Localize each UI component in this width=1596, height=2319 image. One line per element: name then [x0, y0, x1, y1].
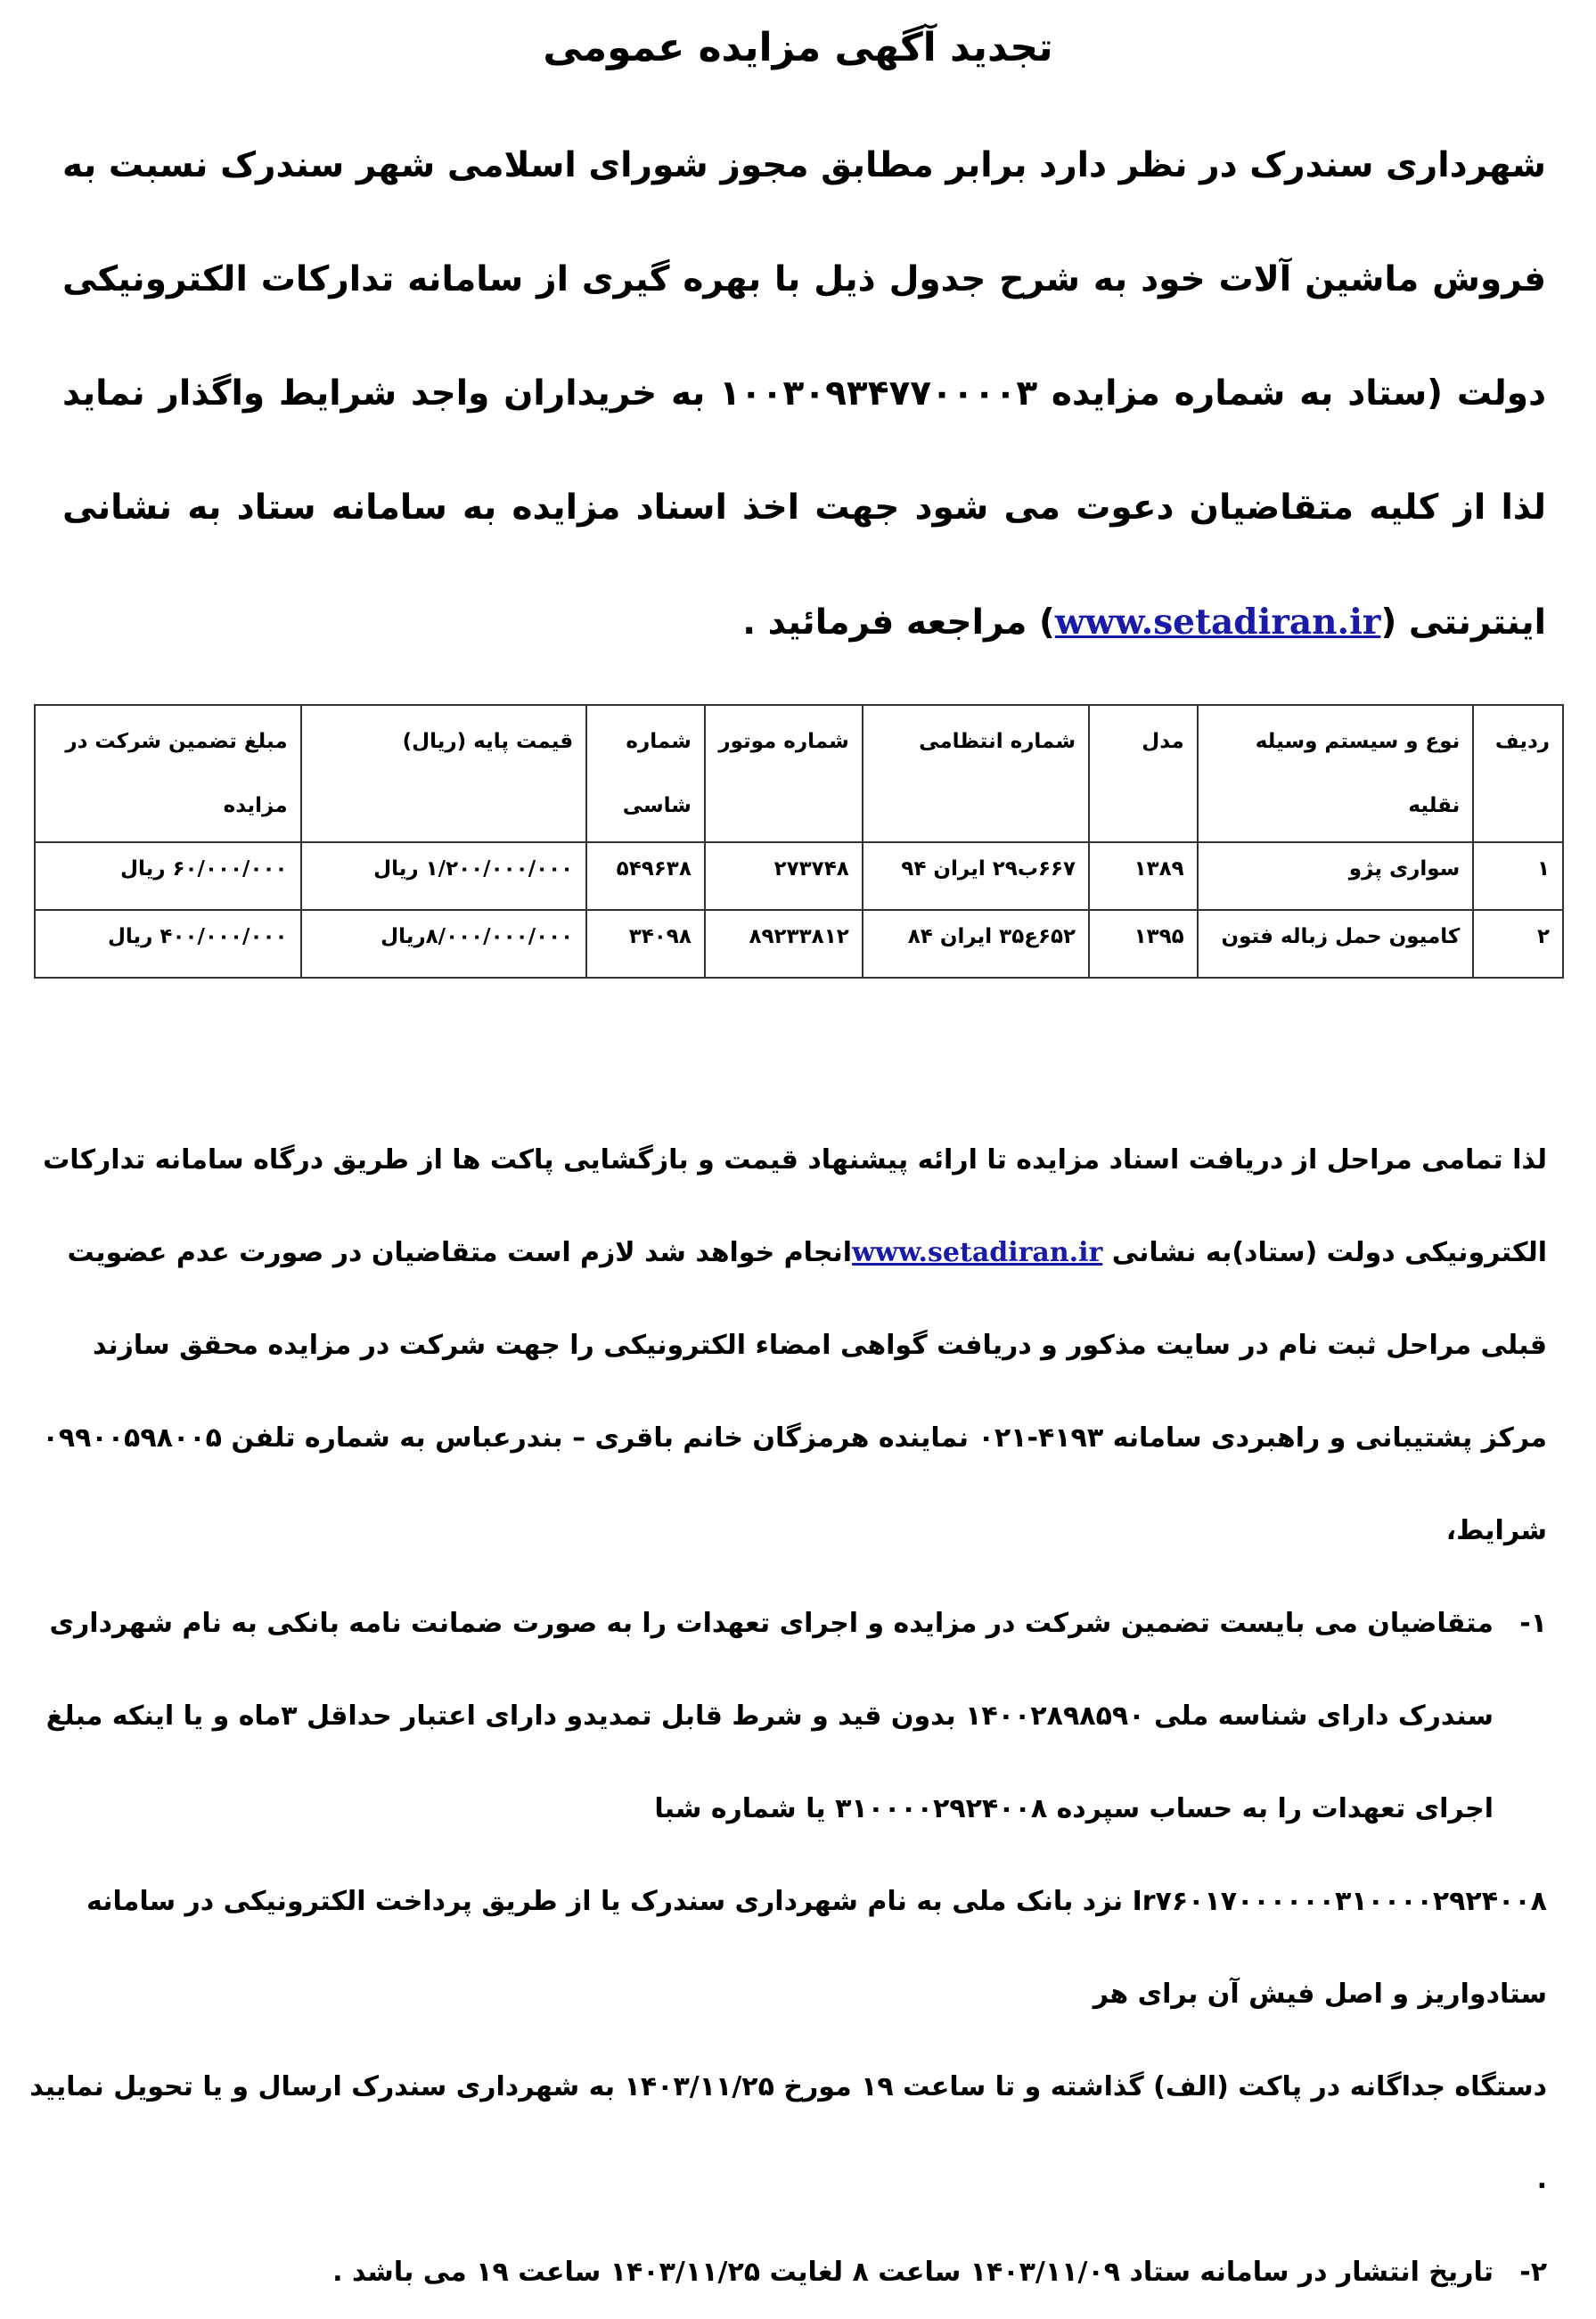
- vehicles-table: [34, 704, 1564, 979]
- process-text-link-tail: انجام: [783, 1237, 853, 1268]
- table-row: [35, 910, 1563, 978]
- cell-plate: ۶۶۷ب۲۹ ایران ۹۴: [863, 842, 1089, 910]
- header-plate: شماره انتظامی: [863, 705, 1089, 842]
- table-header-row: [35, 705, 1563, 842]
- cell-model: ۱۳۹۵: [1089, 910, 1198, 978]
- body-section: [27, 1114, 1547, 2319]
- setadiran-link[interactable]: www.setadiran.ir: [1054, 602, 1381, 643]
- cell-engine: ۲۷۳۷۴۸: [705, 842, 863, 910]
- intro-text-after-link: ) مراجعه فرمائید .: [742, 602, 1055, 643]
- condition-2-number: ۲-: [1519, 2257, 1547, 2288]
- process-paragraph: [27, 1114, 1547, 1392]
- process-text-start: لذا تمامی مراحل از دریافت اسناد مزایده تا ارائه پیشنهاد قیمت و بازگشایی پاکت ها از طریق درگاه سامانه تدارکات الکترونیکی دولت (ستاد)به نشانی: [43, 1144, 1547, 1268]
- condition-2-text: تاریخ انتشار در سامانه ستاد ۱۴۰۳/۱۱/۰۹ ساعت ۸ لغایت ۱۴۰۳/۱۱/۲۵ ساعت ۱۹ می باشد .: [332, 2257, 1494, 2288]
- cell-vehicle-type: سواری پژو: [1198, 842, 1474, 910]
- cell-vehicle-type: کامیون حمل زباله فتون: [1198, 910, 1474, 978]
- cell-base-price: ۸/۰۰۰/۰۰۰/۰۰۰ریال: [301, 910, 587, 978]
- conditions-label: شرایط،: [1445, 1515, 1547, 1546]
- setadiran-link-2[interactable]: www.setadiran.ir: [852, 1237, 1103, 1268]
- condition-2: [27, 2226, 1547, 2319]
- condition-1: [27, 1577, 1547, 1856]
- cell-engine: ۸۹۲۳۳۸۱۲: [705, 910, 863, 978]
- header-vehicle-type: نوع و سیستم وسیله نقلیه: [1198, 705, 1474, 842]
- cell-model: ۱۳۸۹: [1089, 842, 1198, 910]
- cell-chassis: ۵۴۹۶۳۸: [586, 842, 705, 910]
- intro-paragraph: [62, 109, 1546, 680]
- table-row: [35, 842, 1563, 910]
- condition-1-number: ۱-: [1519, 1608, 1547, 1639]
- process-text-end: خواهد شد لازم است متقاضیان در صورت عدم عضویت قبلی مراحل ثبت نام در سایت مذکور و دریافت گواهی امضاء الکترونیکی را جهت شرکت در مزایده محقق سازند: [67, 1237, 1547, 1361]
- header-chassis: شماره شاسی: [586, 705, 705, 842]
- support-paragraph: مرکز پشتیبانی و راهبردی سامانه ۴۱۹۳-۰۲۱ نماینده هرمزگان خانم باقری – بندرعباس به شماره تلفن ۰۹۹۰۰۵۹۸۰۰۵: [42, 1422, 1547, 1454]
- cell-chassis: ۳۴۰۹۸: [586, 910, 705, 978]
- intro-text-before-link: شهرداری سندرک در نظر دارد برابر مطابق مجوز شورای اسلامی شهر سندرک نسبت به فروش ماشین آلات خود به شرح جدول ذیل با بهره گیری از سامانه تدارکات الکترونیکی دولت (ستاد به شماره مزایده ۱۰۰۳۰۹۳۴۷۷۰۰۰۰۳ به خریداران واجد شرایط واگذار نماید لذا از کلیه متقاضیان دعوت می شود جهت اخذ اسناد مزایده به سامانه ستاد به نشانی اینترنتی (: [62, 145, 1547, 643]
- condition-1-tail: دستگاه جداگانه در پاکت (الف) گذاشته و تا ساعت ۱۹ مورخ ۱۴۰۳/۱۱/۲۵ به شهرداری سندرک ارسال و یا تحویل نمایید .: [29, 2071, 1547, 2195]
- header-deposit: مبلغ تضمین شرکت در مزایده: [35, 705, 301, 842]
- cell-row-number: ۱: [1473, 842, 1563, 910]
- header-engine: شماره موتور: [705, 705, 863, 842]
- header-row-number: ردیف: [1473, 705, 1563, 842]
- cell-deposit: ۴۰۰/۰۰۰/۰۰۰ ریال: [35, 910, 301, 978]
- cell-plate: ۶۵۲ع۳۵ ایران ۸۴: [863, 910, 1089, 978]
- header-model: مدل: [1089, 705, 1198, 842]
- header-base-price: قیمت پایه (ریال): [301, 705, 587, 842]
- condition-1-iban: Ir۷۶۰۱۷۰۰۰۰۰۰۳۱۰۰۰۰۲۹۲۴۰۰۸ نزد بانک ملی به نام شهرداری سندرک یا از طریق پرداخت الکترونیکی در سامانه ستادواریز و اصل فیش آن برای هر: [86, 1886, 1547, 2010]
- cell-base-price: ۱/۲۰۰/۰۰۰/۰۰۰ ریال: [301, 842, 587, 910]
- page-title: تجدید آگهی مزایده عمومی: [543, 25, 1053, 70]
- cell-row-number: ۲: [1473, 910, 1563, 978]
- cell-deposit: ۶۰/۰۰۰/۰۰۰ ریال: [35, 842, 301, 910]
- condition-1-text: متقاضیان می بایست تضمین شرکت در مزایده و اجرای تعهدات را به صورت ضمانت نامه بانکی به نام شهرداری سندرک دارای شناسه ملی ۱۴۰۰۲۸۹۸۵۹۰ بدون قید و شرط قابل تمدیدو دارای اعتبار حداقل ۳ماه و یا اینکه مبلغ اجرای تعهدات را به حساب سپرده ۳۱۰۰۰۰۲۹۲۴۰۰۸ یا شماره شبا: [45, 1608, 1494, 1824]
